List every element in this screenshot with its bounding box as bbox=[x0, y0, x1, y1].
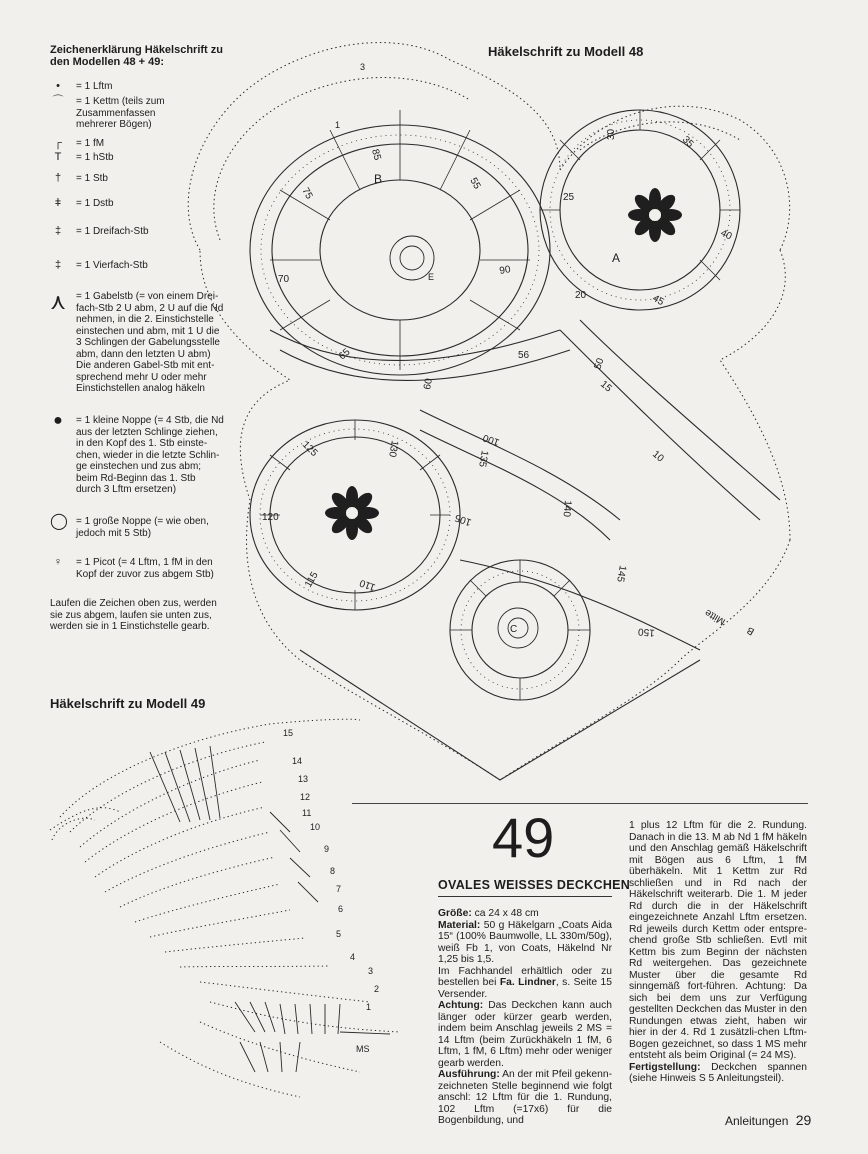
flower-motif-a bbox=[628, 188, 682, 242]
round-label: 65 bbox=[336, 346, 353, 363]
page-footer bbox=[725, 1112, 811, 1128]
legend-text: Zusammenfassen bbox=[76, 107, 156, 119]
legend-footnote-line: werden sie in 1 Einstichstelle gearb. bbox=[50, 621, 210, 632]
row-number: 6 bbox=[338, 904, 344, 914]
supplier-text: Im Fachhandel erhältlich oder zu bestellen bei bbox=[438, 965, 612, 988]
finishing-label: Fertigstellung: bbox=[629, 1061, 701, 1073]
dot-icon: • bbox=[56, 80, 60, 92]
legend-text: beim Rd-Beginn das 1. Stb bbox=[76, 472, 196, 484]
round-label: 70 bbox=[278, 274, 290, 285]
round-label: 10 bbox=[650, 448, 666, 465]
round-label: 45 bbox=[650, 293, 666, 309]
motif-label: 3 bbox=[360, 62, 366, 72]
round-label: 35 bbox=[679, 134, 696, 150]
motif-label: A bbox=[612, 251, 621, 265]
row-number: 5 bbox=[336, 929, 342, 939]
motif-label: B bbox=[374, 172, 383, 186]
legend-text: abm, dann den letzten U abm) bbox=[76, 348, 211, 360]
round-label: 90 bbox=[498, 264, 512, 277]
row-number: 1 bbox=[366, 1002, 372, 1012]
material-label: Material: bbox=[438, 919, 481, 931]
row-number: 12 bbox=[300, 792, 311, 802]
legend-text: chen, wieder in die letzte Schlin- bbox=[76, 449, 220, 461]
note-label: Achtung: bbox=[438, 1000, 484, 1011]
treble-crochet-icon: ǂ bbox=[54, 197, 62, 209]
legend-text: nehmen, in die 2. Einstichstelle bbox=[76, 314, 214, 325]
round-label: 135 bbox=[476, 449, 490, 468]
legend-text: = 1 Stb bbox=[76, 173, 108, 184]
legend-text: einstechen und abm, mit 1 U die bbox=[76, 325, 220, 337]
motif-label: 1 bbox=[335, 120, 341, 130]
legend-footnote-line: Laufen die Zeichen oben zus, werden bbox=[50, 598, 217, 609]
legend-text: Kopf der zuvor zus abgem Stb) bbox=[76, 568, 214, 580]
legend-text: 3 Schlingen der Gabelungsstelle bbox=[76, 337, 220, 348]
flower-motif-b bbox=[325, 486, 379, 540]
legend-text: = 1 Vierfach-Stb bbox=[76, 260, 148, 271]
round-label: 130 bbox=[386, 439, 400, 458]
round-label: 150 bbox=[637, 625, 656, 638]
round-label: 40 bbox=[718, 227, 734, 243]
legend-text: fach-Stb 2 U abm, 2 U auf die Nd bbox=[76, 302, 224, 314]
picot-icon: ♀ bbox=[53, 556, 63, 568]
stitch-groups bbox=[150, 746, 390, 1072]
round-label: 75 bbox=[299, 186, 315, 202]
legend-text: durch 3 Lftm ersetzen) bbox=[76, 484, 177, 495]
legend-text: = 1 große Noppe (= wie oben, bbox=[76, 516, 209, 527]
round-label: 145 bbox=[614, 564, 628, 583]
round-label: 85 bbox=[369, 147, 383, 162]
procedure-label: Ausführung: bbox=[438, 1069, 500, 1080]
procedure-continued: 1 plus 12 Lftm für die 2. Rundung. Danach in die 13. M ab Nd 1 fM häkeln und den Anschlag gemäß Häkelschrift mit Bögen aus 6 Lftm, 1 fM überhäkeln. Mit 1 Kettm zur Rd schließen und in Rd nach der Häkelschrift weiterarb. Die 1. M jeder Rd durch die in der Häkelschrift eingezeichnete Anzahl Lftm ersetzen. Rd jeweils durch Kettm oder entspre-chend große Stb schließen. Evtl mit Kettm bis zum Beginn der nächsten Rd weitergehen. Das gezeichnete Muster über die gesamte Rd sinngemäß fort-führen. Achtung: Da sich bei dem uns zur Verfügung gestellten Deckchen das Muster in den Rundungen etwas zieht, haben wir hier in der 4. Rd 1 zusätzli-chen Lftm-Bogen gezeichnet, so dass 1 MS mehr entsteht als beim Original (= 24 MS). bbox=[629, 820, 808, 1061]
legend-text: = 1 Gabelstb (= von einem Drei- bbox=[76, 291, 219, 302]
legend-text: = 1 kleine Noppe (= 4 Stb, die Nd bbox=[76, 415, 224, 426]
round-label: 25 bbox=[563, 192, 575, 203]
size-label: Größe: bbox=[438, 908, 472, 919]
procedure-text: An der mit Pfeil gekenn-zeichneten Stelle beginnend wie folgt anschl: 12 Lftm für die 1. Rundung, 102 Lftm (=17x6) für die Bogenbildung, und bbox=[438, 1069, 613, 1126]
legend-text: = 1 hStb bbox=[76, 152, 114, 163]
row-number: 3 bbox=[368, 966, 374, 976]
row-number: 9 bbox=[324, 844, 330, 854]
quadruple-treble-icon: ‡ bbox=[54, 259, 62, 271]
page-number: 29 bbox=[795, 1112, 812, 1128]
fork-stitch-icon: ⋏ bbox=[50, 289, 67, 314]
model-number: 49 bbox=[492, 806, 555, 869]
stitch-rings bbox=[250, 110, 780, 780]
round-label: 30 bbox=[606, 128, 617, 140]
section-divider bbox=[352, 803, 808, 804]
size-value: ca 24 x 48 cm bbox=[474, 908, 539, 919]
double-crochet-icon: † bbox=[54, 172, 62, 184]
center-motif bbox=[390, 236, 538, 648]
legend-text: = 1 Dreifach-Stb bbox=[76, 226, 149, 237]
legend-text: = 1 Picot (= 4 Lftm, 1 fM in den bbox=[76, 557, 213, 568]
instructions-column-2 bbox=[629, 820, 807, 1085]
legend-note: Die anderen Gabel-Stb mit ent- bbox=[76, 360, 215, 371]
round-labels bbox=[262, 62, 757, 638]
model-heading: OVALES WEISSES DECKCHEN bbox=[438, 878, 631, 892]
legend-text: mehrerer Bögen) bbox=[76, 119, 152, 130]
section-name: Anleitungen bbox=[725, 1114, 789, 1128]
single-crochet-icon: ┌ bbox=[54, 137, 62, 149]
legend-text: = 1 Kettm (teils zum bbox=[76, 96, 165, 107]
legend-note: Einstichstellen analog häkeln bbox=[76, 383, 205, 394]
legend-title: Zeichenerklärung Häkelschrift zu den Modellen 48 + 49: bbox=[50, 44, 223, 68]
chart-48-title: Häkelschrift zu Modell 48 bbox=[488, 44, 644, 59]
row-number: 15 bbox=[283, 728, 294, 738]
round-label: 20 bbox=[575, 290, 587, 301]
row-number: 4 bbox=[350, 952, 356, 962]
material-value: 50 g Häkelgarn „Coats Aida 15“ (100% Baumwolle, LL 330m/50g), weiß Fb 1, von Coats, Häkelnd Nr 1,25 bis 1,5. bbox=[438, 919, 612, 965]
half-double-icon: T bbox=[54, 151, 62, 163]
legend-text: ge einstechen und zus abm; bbox=[76, 461, 202, 472]
row-number: 10 bbox=[310, 822, 321, 832]
row-numbers bbox=[283, 728, 379, 1054]
motif-label: E bbox=[428, 272, 435, 282]
round-label: 125 bbox=[299, 439, 320, 459]
row-number: 11 bbox=[302, 808, 312, 818]
legend-text: = 1 Dstb bbox=[76, 198, 114, 209]
round-label: 110 bbox=[358, 576, 378, 593]
finishing-text: Deckchen spannen (siehe Hinweis S 5 Anleitungsteil). bbox=[629, 1061, 807, 1084]
round-label: 100 bbox=[481, 431, 502, 448]
round-label: 50 bbox=[592, 356, 607, 372]
center-mark-label: Mitte bbox=[703, 606, 728, 627]
instructions-column-1 bbox=[438, 908, 612, 1127]
ms-label: MS bbox=[356, 1044, 370, 1054]
legend-text: = 1 fM bbox=[76, 138, 105, 149]
round-label: 55 bbox=[467, 176, 483, 192]
large-bobble-icon: ◯ bbox=[50, 513, 68, 530]
round-label: 120 bbox=[262, 512, 279, 523]
legend-note: sprechend mehr U oder mehr bbox=[76, 371, 207, 383]
supplier-name: Fa. Lindner bbox=[499, 977, 556, 988]
crochet-chart-49 bbox=[40, 712, 440, 1102]
small-bobble-icon: ● bbox=[53, 412, 63, 429]
round-label: 140 bbox=[560, 499, 573, 518]
row-number: 8 bbox=[330, 866, 336, 876]
note-text: Das Deckchen kann auch länger oder kürzer gearb werden, indem beim Anschlag jeweils 2 MS = 14 Lftm (beim Zurückhäkeln 1 fM, 6 Lftm, 1 fM, 6 Lftm) mehr oder weniger gearb werden. bbox=[438, 1000, 612, 1069]
row-number: 7 bbox=[336, 884, 342, 894]
legend-text: jedoch mit 5 Stb) bbox=[76, 527, 152, 539]
triple-treble-icon: ‡ bbox=[54, 225, 62, 237]
round-label: 60 bbox=[422, 377, 435, 391]
row-number: 13 bbox=[298, 774, 309, 784]
motif-label: B bbox=[745, 624, 757, 637]
chain-loops-outer bbox=[188, 43, 790, 780]
round-label: 105 bbox=[453, 511, 474, 528]
round-label: 115 bbox=[303, 570, 321, 590]
heading-rule bbox=[438, 896, 612, 897]
arc-icon: ⌒ bbox=[52, 95, 64, 107]
round-label: 15 bbox=[598, 378, 614, 395]
row-number: 2 bbox=[374, 984, 380, 994]
legend-text: in den Kopf des 1. Stb einste- bbox=[76, 438, 208, 449]
legend-text: = 1 Lftm bbox=[76, 81, 113, 92]
motif-label: C bbox=[510, 624, 518, 635]
supplier-rest: , s. Seite 15 Versender. bbox=[438, 977, 612, 1000]
round-label: 56 bbox=[518, 350, 530, 361]
legend-text: aus der letzten Schlinge ziehen, bbox=[76, 426, 218, 438]
chart-49-title: Häkelschrift zu Modell 49 bbox=[50, 696, 206, 711]
legend-footnote-line: sie zus abgem, laufen sie unten zus, bbox=[50, 609, 212, 621]
row-number: 14 bbox=[292, 756, 303, 766]
chain-rows bbox=[50, 719, 400, 1097]
